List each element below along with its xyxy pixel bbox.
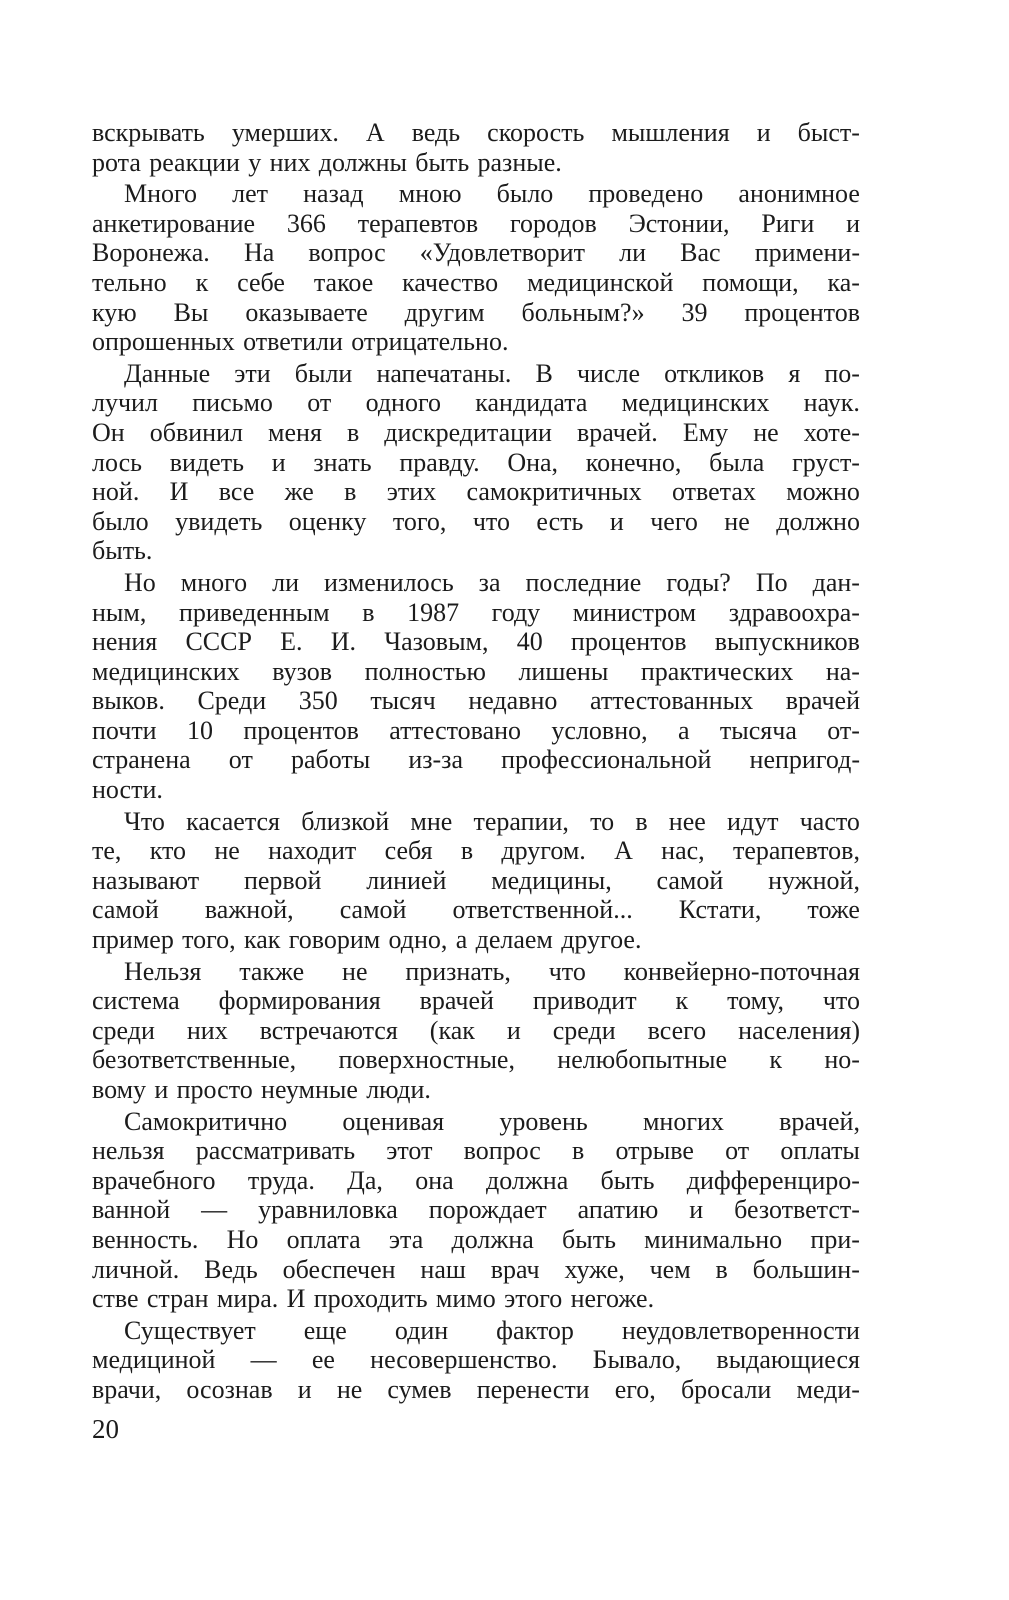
text-line: ной. И все же в этих самокритичных ответах можно (92, 477, 860, 507)
text-line: странена от работы из-за профессиональной непригод- (92, 745, 860, 775)
page-number: 20 (92, 1414, 119, 1444)
paragraph (92, 1107, 860, 1314)
text-line: самой важной, самой ответственной... Кстати, тоже (92, 895, 860, 925)
text-line: Но много ли изменилось за последние годы? По дан- (124, 567, 860, 597)
text-line: анкетирование 366 терапевтов городов Эстонии, Риги и (92, 208, 860, 238)
text-line: среди них встречаются (как и среди всего населения) (92, 1015, 860, 1045)
book-page-text (92, 118, 860, 1405)
text-line: система формирования врачей приводит к тому, что (92, 986, 860, 1016)
text-line: пример того, как говорим одно, а делаем другое. (92, 925, 642, 955)
text-line: рота реакции у них должны быть разные. (92, 147, 562, 177)
text-line: Самокритично оценивая уровень многих врачей, (124, 1106, 860, 1136)
text-line: вскрывать умерших. А ведь скорость мышления и быст- (92, 118, 860, 147)
text-line: тельно к себе такое качество медицинской помощи, ка- (92, 267, 860, 297)
text-line: нения СССР Е. И. Чазовым, 40 процентов выпускников (92, 627, 860, 657)
text-line: Что касается близкой мне терапии, то в нее идут часто (124, 806, 860, 836)
text-line: ным, приведенным в 1987 году министром здравоохра- (92, 597, 860, 627)
paragraph (92, 359, 860, 566)
text-line: те, кто не находит себя в другом. А нас, терапевтов, (92, 836, 860, 866)
text-line: безответственные, поверхностные, нелюбопытные к но- (92, 1045, 860, 1075)
text-line: выков. Среди 350 тысяч недавно аттестованных врачей (92, 686, 860, 716)
text-line: медицинских вузов полностью лишены практических на- (92, 656, 860, 686)
text-line: называют первой линией медицины, самой нужной, (92, 865, 860, 895)
paragraph (92, 179, 860, 357)
paragraph (92, 807, 860, 955)
text-line: вому и просто неумные люди. (92, 1075, 431, 1104)
text-line: быть. (92, 536, 153, 566)
text-line: опрошенных ответили отрицательно. (92, 327, 509, 357)
text-line: врачи, осознав и не сумев перенести его, бросали меди- (92, 1374, 860, 1404)
text-line: ности. (92, 775, 163, 805)
text-line: почти 10 процентов аттестовано условно, а тысяча от- (92, 715, 860, 745)
text-line: лучил письмо от одного кандидата медицинских наук. (92, 388, 860, 418)
text-line: Воронежа. На вопрос «Удовлетворит ли Вас примени- (92, 238, 860, 268)
text-line: Данные эти были напечатаны. В числе откликов я по- (124, 358, 860, 388)
text-line: Нельзя также не признать, что конвейерно-поточная (124, 956, 860, 986)
text-line: было увидеть оценку того, что есть и чего не должно (92, 506, 860, 536)
text-line: личной. Ведь обеспечен наш врач хуже, чем в большин- (92, 1254, 860, 1284)
paragraph (92, 957, 860, 1105)
text-line: стве стран мира. И проходить мимо этого негоже. (92, 1284, 655, 1314)
text-line: Много лет назад мною было проведено анонимное (124, 179, 860, 209)
paragraph (92, 1316, 860, 1405)
text-line: ванной — уравниловка порождает апатию и безответст- (92, 1195, 860, 1225)
text-line: Существует еще один фактор неудовлетворенности (124, 1315, 860, 1345)
text-line: врачебного труда. Да, она должна быть дифференциро- (92, 1165, 860, 1195)
text-line: медициной — ее несовершенство. Бывало, выдающиеся (92, 1345, 860, 1375)
paragraph (92, 118, 860, 177)
text-line: нельзя рассматривать этот вопрос в отрыве от оплаты (92, 1136, 860, 1166)
text-line: Он обвинил меня в дискредитации врачей. Ему не хоте- (92, 417, 860, 447)
text-line: лось видеть и знать правду. Она, конечно, была груст- (92, 447, 860, 477)
paragraph (92, 568, 860, 805)
text-line: кую Вы оказываете другим больным?» 39 процентов (92, 297, 860, 327)
text-line: венность. Но оплата эта должна быть минимально при- (92, 1224, 860, 1254)
